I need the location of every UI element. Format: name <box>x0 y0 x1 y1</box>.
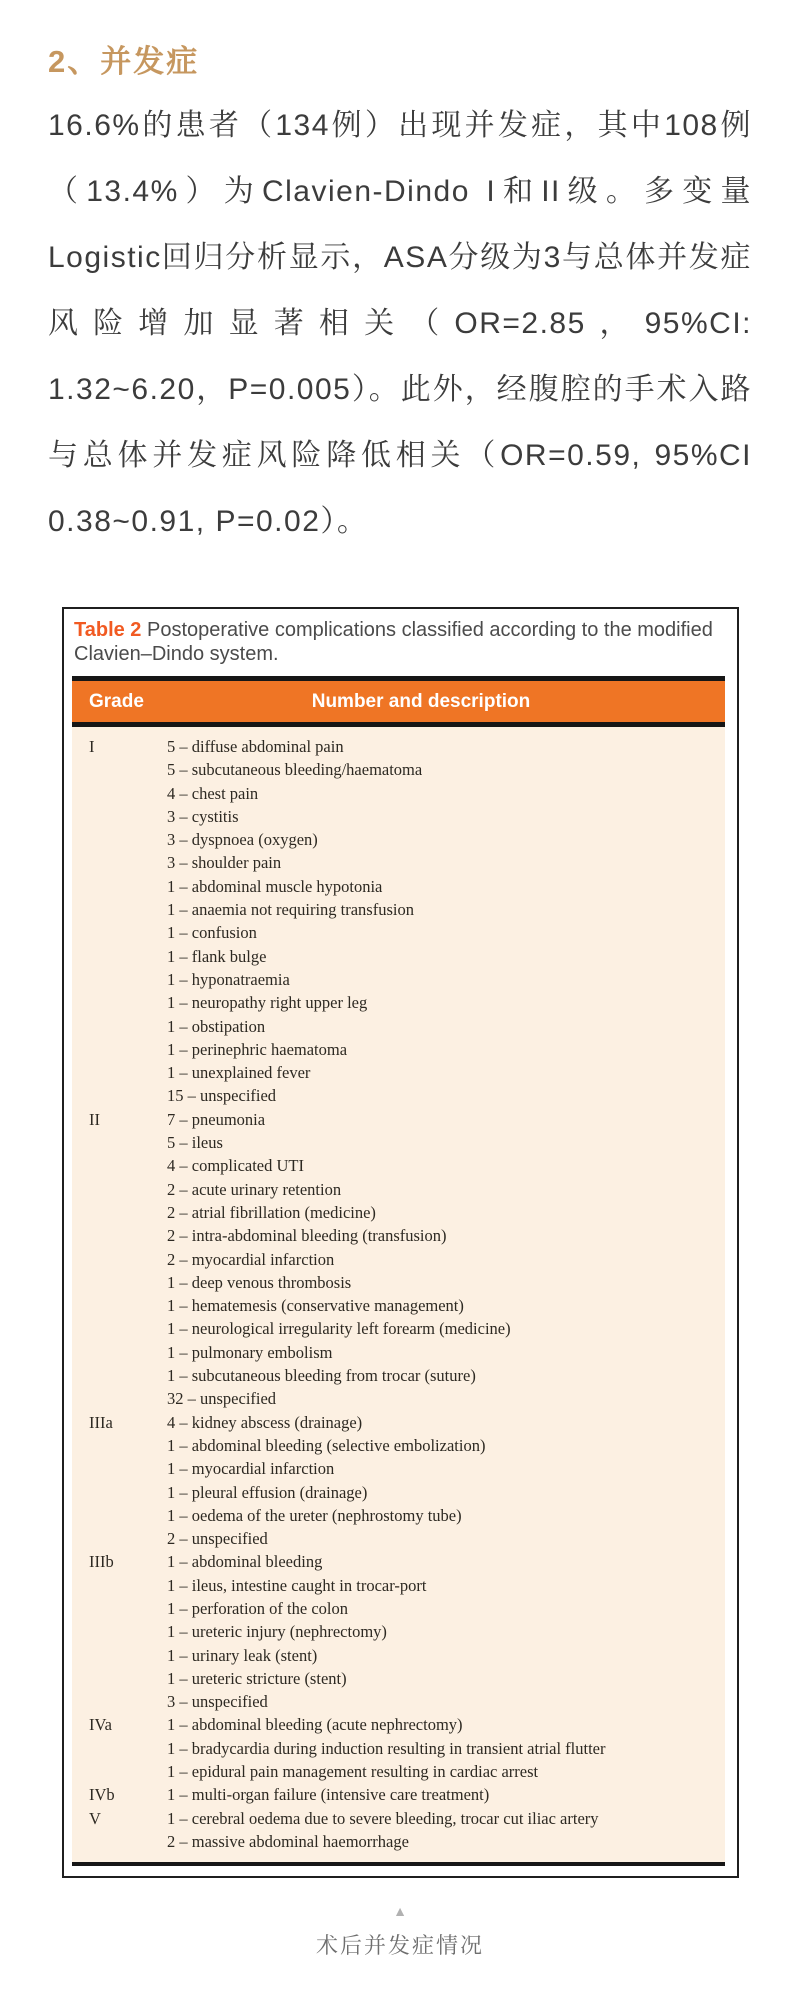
description-cell: 2 – massive abdominal haemorrhage <box>167 1831 409 1851</box>
description-cell: 1 – pleural effusion (drainage) <box>167 1482 368 1502</box>
description-cell: 15 – unspecified <box>167 1086 277 1106</box>
table-row <box>72 1830 725 1853</box>
figure-caption: 术后并发症情况 <box>315 1933 484 1959</box>
arrow-up-icon: ▲ <box>393 1903 407 1920</box>
description-cell: 1 – hematemesis (conservative management) <box>167 1296 464 1316</box>
grade-cell: IVb <box>89 1785 115 1805</box>
grade-cell <box>72 1760 167 1783</box>
table-row <box>72 1644 725 1667</box>
description-cell: 2 – unspecified <box>167 1529 268 1549</box>
grade-cell <box>72 1364 167 1387</box>
table-row <box>72 898 725 921</box>
table-row <box>72 1574 725 1597</box>
section-heading: 2、并发症 <box>48 44 200 79</box>
table-row <box>72 1481 725 1504</box>
description-cell: 1 – urinary leak (stent) <box>167 1645 318 1665</box>
table-row <box>72 875 725 898</box>
description-cell: 1 – neuropathy right upper leg <box>167 993 368 1013</box>
description-cell: 1 – flank bulge <box>167 946 267 966</box>
description-cell: 32 – unspecified <box>167 1389 277 1409</box>
section-paragraph: 16.6%的患者（134例）出现并发症，其中108例（13.4%）为Clavien-Dindo I和II级。多变量Logistic回归分析显示，ASA分级为3与总体并发症风险增加显著相关（OR=2.85，95%CI: 1.32~6.20，P=0.005）。此外，经腹腔的手术入路与总体并发症风险降低相关（OR=0.59, 95%CI 0.38~0.91, P=0.02）。 <box>48 109 752 538</box>
description-cell: 1 – epidural pain management resulting in cardiac arrest <box>167 1762 539 1782</box>
grade-cell: V <box>89 1808 101 1828</box>
grade-cell <box>72 851 167 874</box>
table-row <box>72 1783 725 1806</box>
table-row <box>72 1434 725 1457</box>
grade-cell: IVa <box>89 1715 112 1735</box>
description-cell: 1 – abdominal bleeding (acute nephrectomy) <box>167 1715 463 1735</box>
grade-cell <box>72 1574 167 1597</box>
table-title-label: Table 2 <box>74 619 142 641</box>
table-row <box>72 1620 725 1643</box>
description-cell: 1 – hyponatraemia <box>167 969 290 989</box>
description-cell: 1 – anaemia not requiring transfusion <box>167 900 414 920</box>
table-row <box>72 1341 725 1364</box>
grade-cell <box>72 1294 167 1317</box>
table-row <box>72 758 725 781</box>
table-row <box>72 1271 725 1294</box>
grade-cell <box>72 1038 167 1061</box>
table-row <box>72 1224 725 1247</box>
grade-cell <box>72 921 167 944</box>
grade-cell <box>72 1527 167 1550</box>
description-cell: 5 – ileus <box>167 1133 223 1153</box>
table-row <box>72 1015 725 1038</box>
description-cell: 1 – cerebral oedema due to severe bleeding, trocar cut iliac artery <box>167 1808 599 1828</box>
grade-cell <box>72 1131 167 1154</box>
table-header-row <box>72 676 725 727</box>
description-cell: 2 – intra-abdominal bleeding (transfusion) <box>167 1226 447 1246</box>
table-row <box>72 1294 725 1317</box>
description-cell: 3 – cystitis <box>167 806 239 826</box>
table-row <box>72 851 725 874</box>
grade-cell <box>72 1737 167 1760</box>
description-cell: 5 – subcutaneous bleeding/haematoma <box>167 760 423 780</box>
grade-cell <box>72 782 167 805</box>
description-cell: 4 – chest pain <box>167 783 259 803</box>
table-figure <box>62 607 739 1878</box>
table-row <box>72 1131 725 1154</box>
grade-cell <box>72 758 167 781</box>
grade-cell <box>72 1015 167 1038</box>
description-cell: 1 – abdominal bleeding (selective embolization) <box>167 1435 486 1455</box>
table-row <box>72 1084 725 1107</box>
table-row <box>72 805 725 828</box>
description-cell: 1 – perinephric haematoma <box>167 1039 348 1059</box>
grade-cell <box>72 1504 167 1527</box>
table-row <box>72 735 725 758</box>
table-row <box>72 1364 725 1387</box>
grade-cell: IIIb <box>89 1552 114 1572</box>
description-cell: 1 – pulmonary embolism <box>167 1342 333 1362</box>
description-cell: 7 – pneumonia <box>167 1109 266 1129</box>
grade-cell <box>72 875 167 898</box>
table-row <box>72 1248 725 1271</box>
description-cell: 1 – myocardial infarction <box>167 1459 335 1479</box>
grade-cell <box>72 828 167 851</box>
description-cell: 5 – diffuse abdominal pain <box>167 737 344 756</box>
table-row <box>72 1597 725 1620</box>
grade-cell: II <box>89 1109 100 1129</box>
grade-cell <box>72 1248 167 1271</box>
table-row <box>72 828 725 851</box>
grade-cell <box>72 991 167 1014</box>
grade-cell <box>72 1201 167 1224</box>
table-bottom-rule <box>72 1862 725 1866</box>
description-cell: 3 – shoulder pain <box>167 853 282 873</box>
column-header-description: Number and description <box>311 690 531 712</box>
grade-cell <box>72 1644 167 1667</box>
grade-cell <box>72 1061 167 1084</box>
grade-cell <box>72 1434 167 1457</box>
table-body <box>72 727 725 1862</box>
grade-cell <box>72 1620 167 1643</box>
table-row <box>72 1737 725 1760</box>
table-row <box>72 1457 725 1480</box>
column-header-grade: Grade <box>89 690 144 712</box>
description-cell: 1 – subcutaneous bleeding from trocar (suture) <box>167 1366 476 1386</box>
table-row <box>72 782 725 805</box>
description-cell: 1 – abdominal bleeding <box>167 1552 323 1572</box>
description-cell: 1 – neurological irregularity left forearm (medicine) <box>167 1319 511 1339</box>
table-row <box>72 1038 725 1061</box>
table-row <box>72 1317 725 1340</box>
grade-cell <box>72 898 167 921</box>
grade-cell <box>72 1597 167 1620</box>
table-row <box>72 945 725 968</box>
description-cell: 4 – kidney abscess (drainage) <box>167 1412 363 1432</box>
grade-cell <box>72 945 167 968</box>
grade-cell <box>72 1667 167 1690</box>
description-cell: 1 – ileus, intestine caught in trocar-port <box>167 1575 427 1595</box>
description-cell: 1 – perforation of the colon <box>167 1598 348 1618</box>
table-row <box>72 1667 725 1690</box>
table-row <box>72 1550 725 1573</box>
description-cell: 1 – bradycardia during induction resulting in transient atrial flutter <box>167 1738 606 1758</box>
grade-cell <box>72 1341 167 1364</box>
grade-cell <box>72 1481 167 1504</box>
description-cell: 4 – complicated UTI <box>167 1156 304 1176</box>
table-row <box>72 1178 725 1201</box>
description-cell: 1 – multi-organ failure (intensive care treatment) <box>167 1785 490 1805</box>
table-title <box>64 609 737 674</box>
table-row <box>72 1201 725 1224</box>
description-cell: 2 – atrial fibrillation (medicine) <box>167 1202 376 1222</box>
description-cell: 1 – deep venous thrombosis <box>167 1272 352 1292</box>
table-row <box>72 1760 725 1783</box>
grade-cell <box>72 805 167 828</box>
table-row <box>72 1061 725 1084</box>
description-cell: 1 – abdominal muscle hypotonia <box>167 876 383 896</box>
table-row <box>72 1387 725 1410</box>
description-cell: 1 – unexplained fever <box>167 1063 311 1083</box>
table-row <box>72 968 725 991</box>
table-row <box>72 1713 725 1736</box>
grade-cell <box>72 1457 167 1480</box>
description-cell: 2 – myocardial infarction <box>167 1249 335 1269</box>
description-cell: 2 – acute urinary retention <box>167 1179 342 1199</box>
grade-cell <box>72 1084 167 1107</box>
grade-cell <box>72 1178 167 1201</box>
table-row <box>72 1690 725 1713</box>
description-cell: 3 – unspecified <box>167 1692 268 1712</box>
article-page <box>0 36 800 2000</box>
description-cell: 1 – obstipation <box>167 1016 266 1036</box>
grade-cell <box>72 1830 167 1853</box>
table-row <box>72 1807 725 1830</box>
table-row <box>72 1154 725 1177</box>
description-cell: 1 – ureteric injury (nephrectomy) <box>167 1622 387 1642</box>
table-title-text: Postoperative complications classified according to the modified Clavien–Dindo system. <box>74 619 713 665</box>
description-cell: 1 – ureteric stricture (stent) <box>167 1668 347 1688</box>
grade-cell: IIIa <box>89 1412 113 1432</box>
grade-cell <box>72 1387 167 1410</box>
table-row <box>72 1527 725 1550</box>
grade-cell <box>72 1154 167 1177</box>
grade-cell <box>72 1271 167 1294</box>
grade-cell <box>72 1317 167 1340</box>
grade-cell <box>72 1224 167 1247</box>
description-cell: 3 – dyspnoea (oxygen) <box>167 830 318 850</box>
description-cell: 1 – confusion <box>167 923 257 943</box>
table-row <box>72 991 725 1014</box>
grade-cell: I <box>89 737 95 756</box>
table-row <box>72 1108 725 1131</box>
grade-cell <box>72 1690 167 1713</box>
grade-cell <box>72 968 167 991</box>
table-row <box>72 1504 725 1527</box>
table-row <box>72 1411 725 1434</box>
description-cell: 1 – oedema of the ureter (nephrostomy tube) <box>167 1505 462 1525</box>
table-row <box>72 921 725 944</box>
